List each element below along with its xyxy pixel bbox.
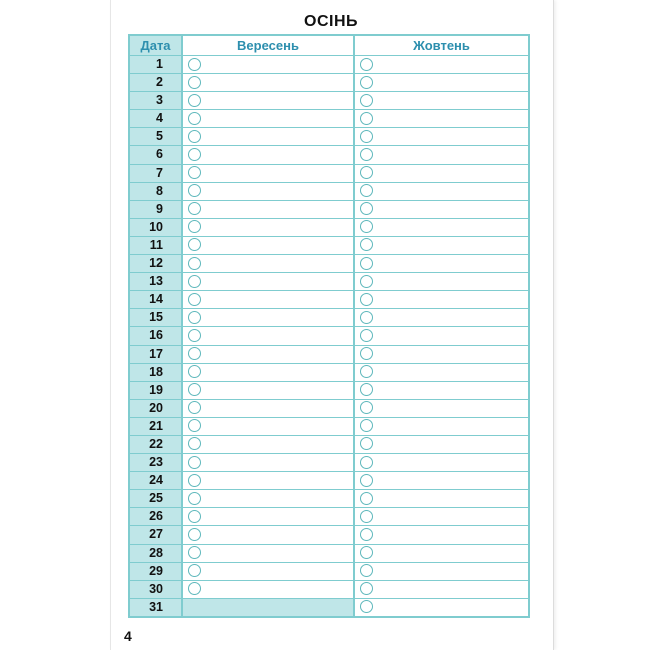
date-cell: 10 [130, 219, 183, 236]
circle-icon[interactable] [360, 293, 373, 306]
table-row [130, 326, 528, 344]
september-cell[interactable] [183, 219, 355, 236]
circle-icon[interactable] [188, 275, 201, 288]
circle-icon[interactable] [188, 130, 201, 143]
date-cell: 27 [130, 526, 183, 543]
october-cell[interactable] [355, 472, 528, 489]
circle-icon[interactable] [360, 94, 373, 107]
date-cell: 30 [130, 581, 183, 598]
circle-icon[interactable] [360, 510, 373, 523]
circle-icon[interactable] [360, 347, 373, 360]
table-row [130, 200, 528, 218]
september-cell[interactable] [183, 165, 355, 182]
circle-icon[interactable] [360, 58, 373, 71]
september-cell[interactable] [183, 201, 355, 218]
october-cell[interactable] [355, 400, 528, 417]
date-cell: 3 [130, 92, 183, 109]
october-cell[interactable] [355, 599, 528, 616]
circle-icon[interactable] [188, 112, 201, 125]
september-cell[interactable] [183, 237, 355, 254]
september-cell[interactable] [183, 273, 355, 290]
september-cell[interactable] [183, 418, 355, 435]
october-cell[interactable] [355, 219, 528, 236]
table-row [130, 471, 528, 489]
date-cell: 17 [130, 346, 183, 363]
circle-icon[interactable] [188, 365, 201, 378]
table-row [130, 598, 528, 616]
october-cell[interactable] [355, 110, 528, 127]
september-cell[interactable] [183, 183, 355, 200]
october-cell[interactable] [355, 508, 528, 525]
september-cell[interactable] [183, 92, 355, 109]
october-cell[interactable] [355, 526, 528, 543]
september-cell[interactable] [183, 436, 355, 453]
october-cell[interactable] [355, 563, 528, 580]
circle-icon[interactable] [360, 311, 373, 324]
table-row [130, 109, 528, 127]
september-cell [183, 599, 355, 616]
table-row [130, 254, 528, 272]
october-cell[interactable] [355, 74, 528, 91]
circle-icon[interactable] [188, 401, 201, 414]
september-cell[interactable] [183, 364, 355, 381]
date-cell: 19 [130, 382, 183, 399]
table-row [130, 525, 528, 543]
september-cell[interactable] [183, 526, 355, 543]
table-row [130, 145, 528, 163]
circle-icon[interactable] [360, 202, 373, 215]
october-cell[interactable] [355, 364, 528, 381]
september-cell[interactable] [183, 581, 355, 598]
table-row [130, 580, 528, 598]
circle-icon[interactable] [188, 76, 201, 89]
circle-icon[interactable] [188, 582, 201, 595]
september-cell[interactable] [183, 255, 355, 272]
circle-icon[interactable] [360, 600, 373, 613]
circle-icon[interactable] [360, 582, 373, 595]
date-cell: 24 [130, 472, 183, 489]
circle-icon[interactable] [188, 257, 201, 270]
date-cell: 8 [130, 183, 183, 200]
circle-icon[interactable] [188, 220, 201, 233]
table-body [130, 55, 528, 616]
date-cell: 28 [130, 545, 183, 562]
circle-icon[interactable] [188, 456, 201, 469]
circle-icon[interactable] [188, 202, 201, 215]
september-cell[interactable] [183, 545, 355, 562]
circle-icon[interactable] [360, 184, 373, 197]
circle-icon[interactable] [360, 112, 373, 125]
september-cell[interactable] [183, 490, 355, 507]
table-row [130, 381, 528, 399]
circle-icon[interactable] [360, 365, 373, 378]
september-cell[interactable] [183, 56, 355, 73]
table-row [130, 308, 528, 326]
table-row [130, 507, 528, 525]
circle-icon[interactable] [360, 329, 373, 342]
date-cell: 22 [130, 436, 183, 453]
october-cell[interactable] [355, 255, 528, 272]
date-cell: 1 [130, 56, 183, 73]
date-cell: 29 [130, 563, 183, 580]
date-cell: 5 [130, 128, 183, 145]
header-october: Жовтень [413, 38, 470, 53]
circle-icon[interactable] [188, 492, 201, 505]
circle-icon[interactable] [188, 546, 201, 559]
date-cell: 21 [130, 418, 183, 435]
table-row [130, 399, 528, 417]
circle-icon[interactable] [188, 148, 201, 161]
date-cell: 18 [130, 364, 183, 381]
date-cell: 14 [130, 291, 183, 308]
circle-icon[interactable] [360, 401, 373, 414]
date-cell: 15 [130, 309, 183, 326]
october-cell[interactable] [355, 436, 528, 453]
table-row [130, 236, 528, 254]
circle-icon[interactable] [188, 437, 201, 450]
october-cell[interactable] [355, 273, 528, 290]
october-cell[interactable] [355, 146, 528, 163]
table-row [130, 127, 528, 145]
september-cell[interactable] [183, 563, 355, 580]
date-cell: 9 [130, 201, 183, 218]
header-date: Дата [130, 36, 183, 55]
october-cell[interactable] [355, 128, 528, 145]
date-cell: 6 [130, 146, 183, 163]
circle-icon[interactable] [188, 94, 201, 107]
table-row [130, 417, 528, 435]
circle-icon[interactable] [188, 383, 201, 396]
date-cell: 2 [130, 74, 183, 91]
october-cell[interactable] [355, 490, 528, 507]
september-cell[interactable] [183, 74, 355, 91]
date-cell: 25 [130, 490, 183, 507]
circle-icon[interactable] [360, 383, 373, 396]
circle-icon[interactable] [188, 184, 201, 197]
circle-icon[interactable] [360, 166, 373, 179]
table-row [130, 345, 528, 363]
circle-icon[interactable] [360, 546, 373, 559]
circle-icon[interactable] [188, 510, 201, 523]
header-september: Вересень [183, 36, 355, 55]
table-row [130, 164, 528, 182]
table-row [130, 218, 528, 236]
september-cell[interactable] [183, 472, 355, 489]
table-row [130, 73, 528, 91]
date-cell: 31 [130, 599, 183, 616]
circle-icon[interactable] [188, 329, 201, 342]
circle-icon[interactable] [360, 148, 373, 161]
table-header [130, 36, 528, 55]
circle-icon[interactable] [360, 437, 373, 450]
circle-icon[interactable] [360, 130, 373, 143]
circle-icon[interactable] [188, 564, 201, 577]
circle-icon[interactable] [360, 528, 373, 541]
date-cell: 7 [130, 165, 183, 182]
october-cell[interactable] [355, 327, 528, 344]
september-cell[interactable] [183, 128, 355, 145]
circle-icon[interactable] [188, 238, 201, 251]
september-cell[interactable] [183, 346, 355, 363]
table-row [130, 290, 528, 308]
circle-icon[interactable] [188, 474, 201, 487]
circle-icon[interactable] [188, 293, 201, 306]
date-cell: 20 [130, 400, 183, 417]
circle-icon[interactable] [188, 347, 201, 360]
circle-icon[interactable] [188, 166, 201, 179]
september-cell[interactable] [183, 400, 355, 417]
circle-icon[interactable] [188, 58, 201, 71]
date-cell: 11 [130, 237, 183, 254]
october-cell[interactable] [355, 346, 528, 363]
date-cell: 12 [130, 255, 183, 272]
september-cell[interactable] [183, 110, 355, 127]
date-cell: 16 [130, 327, 183, 344]
october-cell[interactable] [355, 382, 528, 399]
circle-icon[interactable] [188, 311, 201, 324]
circle-icon[interactable] [360, 419, 373, 432]
october-cell[interactable] [355, 92, 528, 109]
september-cell[interactable] [183, 309, 355, 326]
september-cell[interactable] [183, 327, 355, 344]
circle-icon[interactable] [360, 257, 373, 270]
table-row [130, 272, 528, 290]
table-row [130, 453, 528, 471]
october-cell[interactable] [355, 291, 528, 308]
october-cell[interactable] [355, 418, 528, 435]
circle-icon[interactable] [360, 474, 373, 487]
date-cell: 26 [130, 508, 183, 525]
october-cell[interactable] [355, 545, 528, 562]
october-cell[interactable] [355, 581, 528, 598]
date-cell: 23 [130, 454, 183, 471]
september-cell[interactable] [183, 508, 355, 525]
date-cell: 4 [130, 110, 183, 127]
october-cell[interactable] [355, 56, 528, 73]
circle-icon[interactable] [360, 220, 373, 233]
table-row [130, 182, 528, 200]
circle-icon[interactable] [360, 492, 373, 505]
circle-icon[interactable] [360, 76, 373, 89]
september-cell[interactable] [183, 454, 355, 471]
circle-icon[interactable] [188, 528, 201, 541]
circle-icon[interactable] [360, 275, 373, 288]
table-row [130, 562, 528, 580]
october-cell[interactable] [355, 201, 528, 218]
circle-icon[interactable] [360, 238, 373, 251]
circle-icon[interactable] [360, 456, 373, 469]
table-row [130, 435, 528, 453]
october-cell[interactable] [355, 309, 528, 326]
october-cell[interactable] [355, 165, 528, 182]
page-title: ОСІНЬ [304, 13, 358, 30]
table-row [130, 544, 528, 562]
table-row [130, 489, 528, 507]
october-cell[interactable] [355, 237, 528, 254]
calendar-table [128, 34, 530, 618]
page-number: 4 [124, 628, 132, 644]
circle-icon[interactable] [188, 419, 201, 432]
october-cell[interactable] [355, 183, 528, 200]
september-cell[interactable] [183, 382, 355, 399]
table-row [130, 91, 528, 109]
september-cell[interactable] [183, 291, 355, 308]
october-cell[interactable] [355, 454, 528, 471]
circle-icon[interactable] [360, 564, 373, 577]
table-row [130, 55, 528, 73]
date-cell: 13 [130, 273, 183, 290]
table-row [130, 363, 528, 381]
september-cell[interactable] [183, 146, 355, 163]
